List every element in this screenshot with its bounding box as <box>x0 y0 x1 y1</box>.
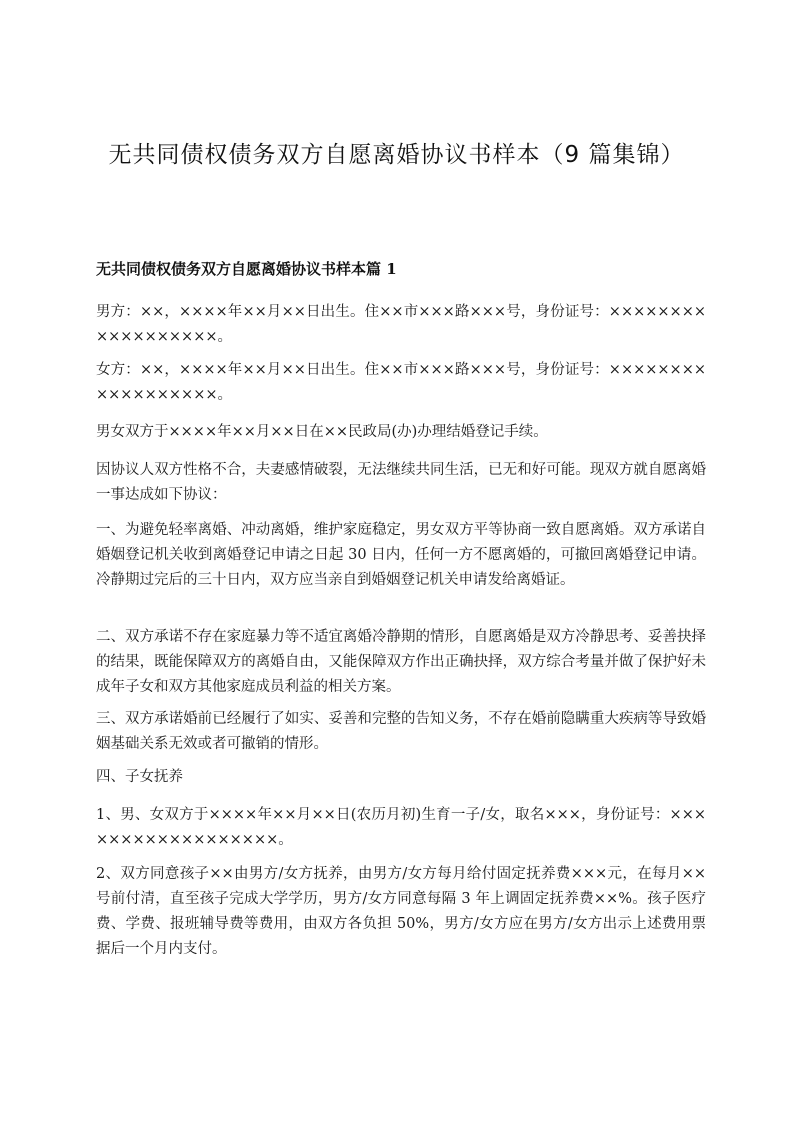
paragraph-marriage-registration: 男女双方于××××年××月××日在××民政局(办)办理结婚登记手续。 <box>96 424 548 440</box>
paragraph-female-party: 女方：××，××××年××月××日出生。住××市×××路×××号，身份证号：××××××××××××××××××。 <box>96 362 706 403</box>
section-heading: 无共同债权债务双方自愿离婚协议书样本篇 1 <box>96 260 397 278</box>
paragraph-reason: 因协议人双方性格不合，夫妻感情破裂，无法继续共同生活，已无和好可能。现双方就自愿离婚一事达成如下协议： <box>96 462 706 503</box>
paragraph-clause-4-heading: 四、子女抚养 <box>96 769 183 785</box>
paragraph-clause-2: 二、双方承诺不存在家庭暴力等不适宜离婚冷静期的情形，自愿离婚是双方冷静思考、妥善抉择的结果，既能保障双方的离婚自由，又能保障双方作出正确抉择，双方综合考量并做了保护好未成年子女和双方其他家庭成员利益的相关方案。 <box>96 629 706 695</box>
paragraph-clause-3: 三、双方承诺婚前已经履行了如实、妥善和完整的告知义务，不存在婚前隐瞒重大疾病等导致婚姻基础关系无效或者可撤销的情形。 <box>96 711 706 752</box>
paragraph-male-party: 男方：××，××××年××月××日出生。住××市×××路×××号，身份证号：××××××××××××××××××。 <box>96 304 706 345</box>
paragraph-child-info: 1、男、女双方于××××年××月××日(农历月初)生育一子/女，取名×××，身份证号：××××××××××××××××××。 <box>96 807 706 848</box>
document-title: 无共同债权债务双方自愿离婚协议书样本（9 篇集锦） <box>108 142 685 168</box>
paragraph-child-support: 2、双方同意孩子××由男方/女方抚养，由男方/女方每月给付固定抚养费×××元，在每月××号前付清，直至孩子完成大学学历，男方/女方同意每隔 3 年上调固定抚养费××%。孩子医疗费、学费、报班辅导费等费用，由双方各负担 50%，男方/女方应在男方/女方出示上述费用票据后一个月内支付。 <box>96 866 706 957</box>
paragraph-clause-1: 一、为避免轻率离婚、冲动离婚，维护家庭稳定，男女双方平等协商一致自愿离婚。双方承诺自婚姻登记机关收到离婚登记申请之日起 30 日内，任何一方不愿离婚的，可撤回离婚登记申请。冷静期过完后的三十日内，双方应当亲自到婚姻登记机关申请发给离婚证。 <box>96 522 706 588</box>
